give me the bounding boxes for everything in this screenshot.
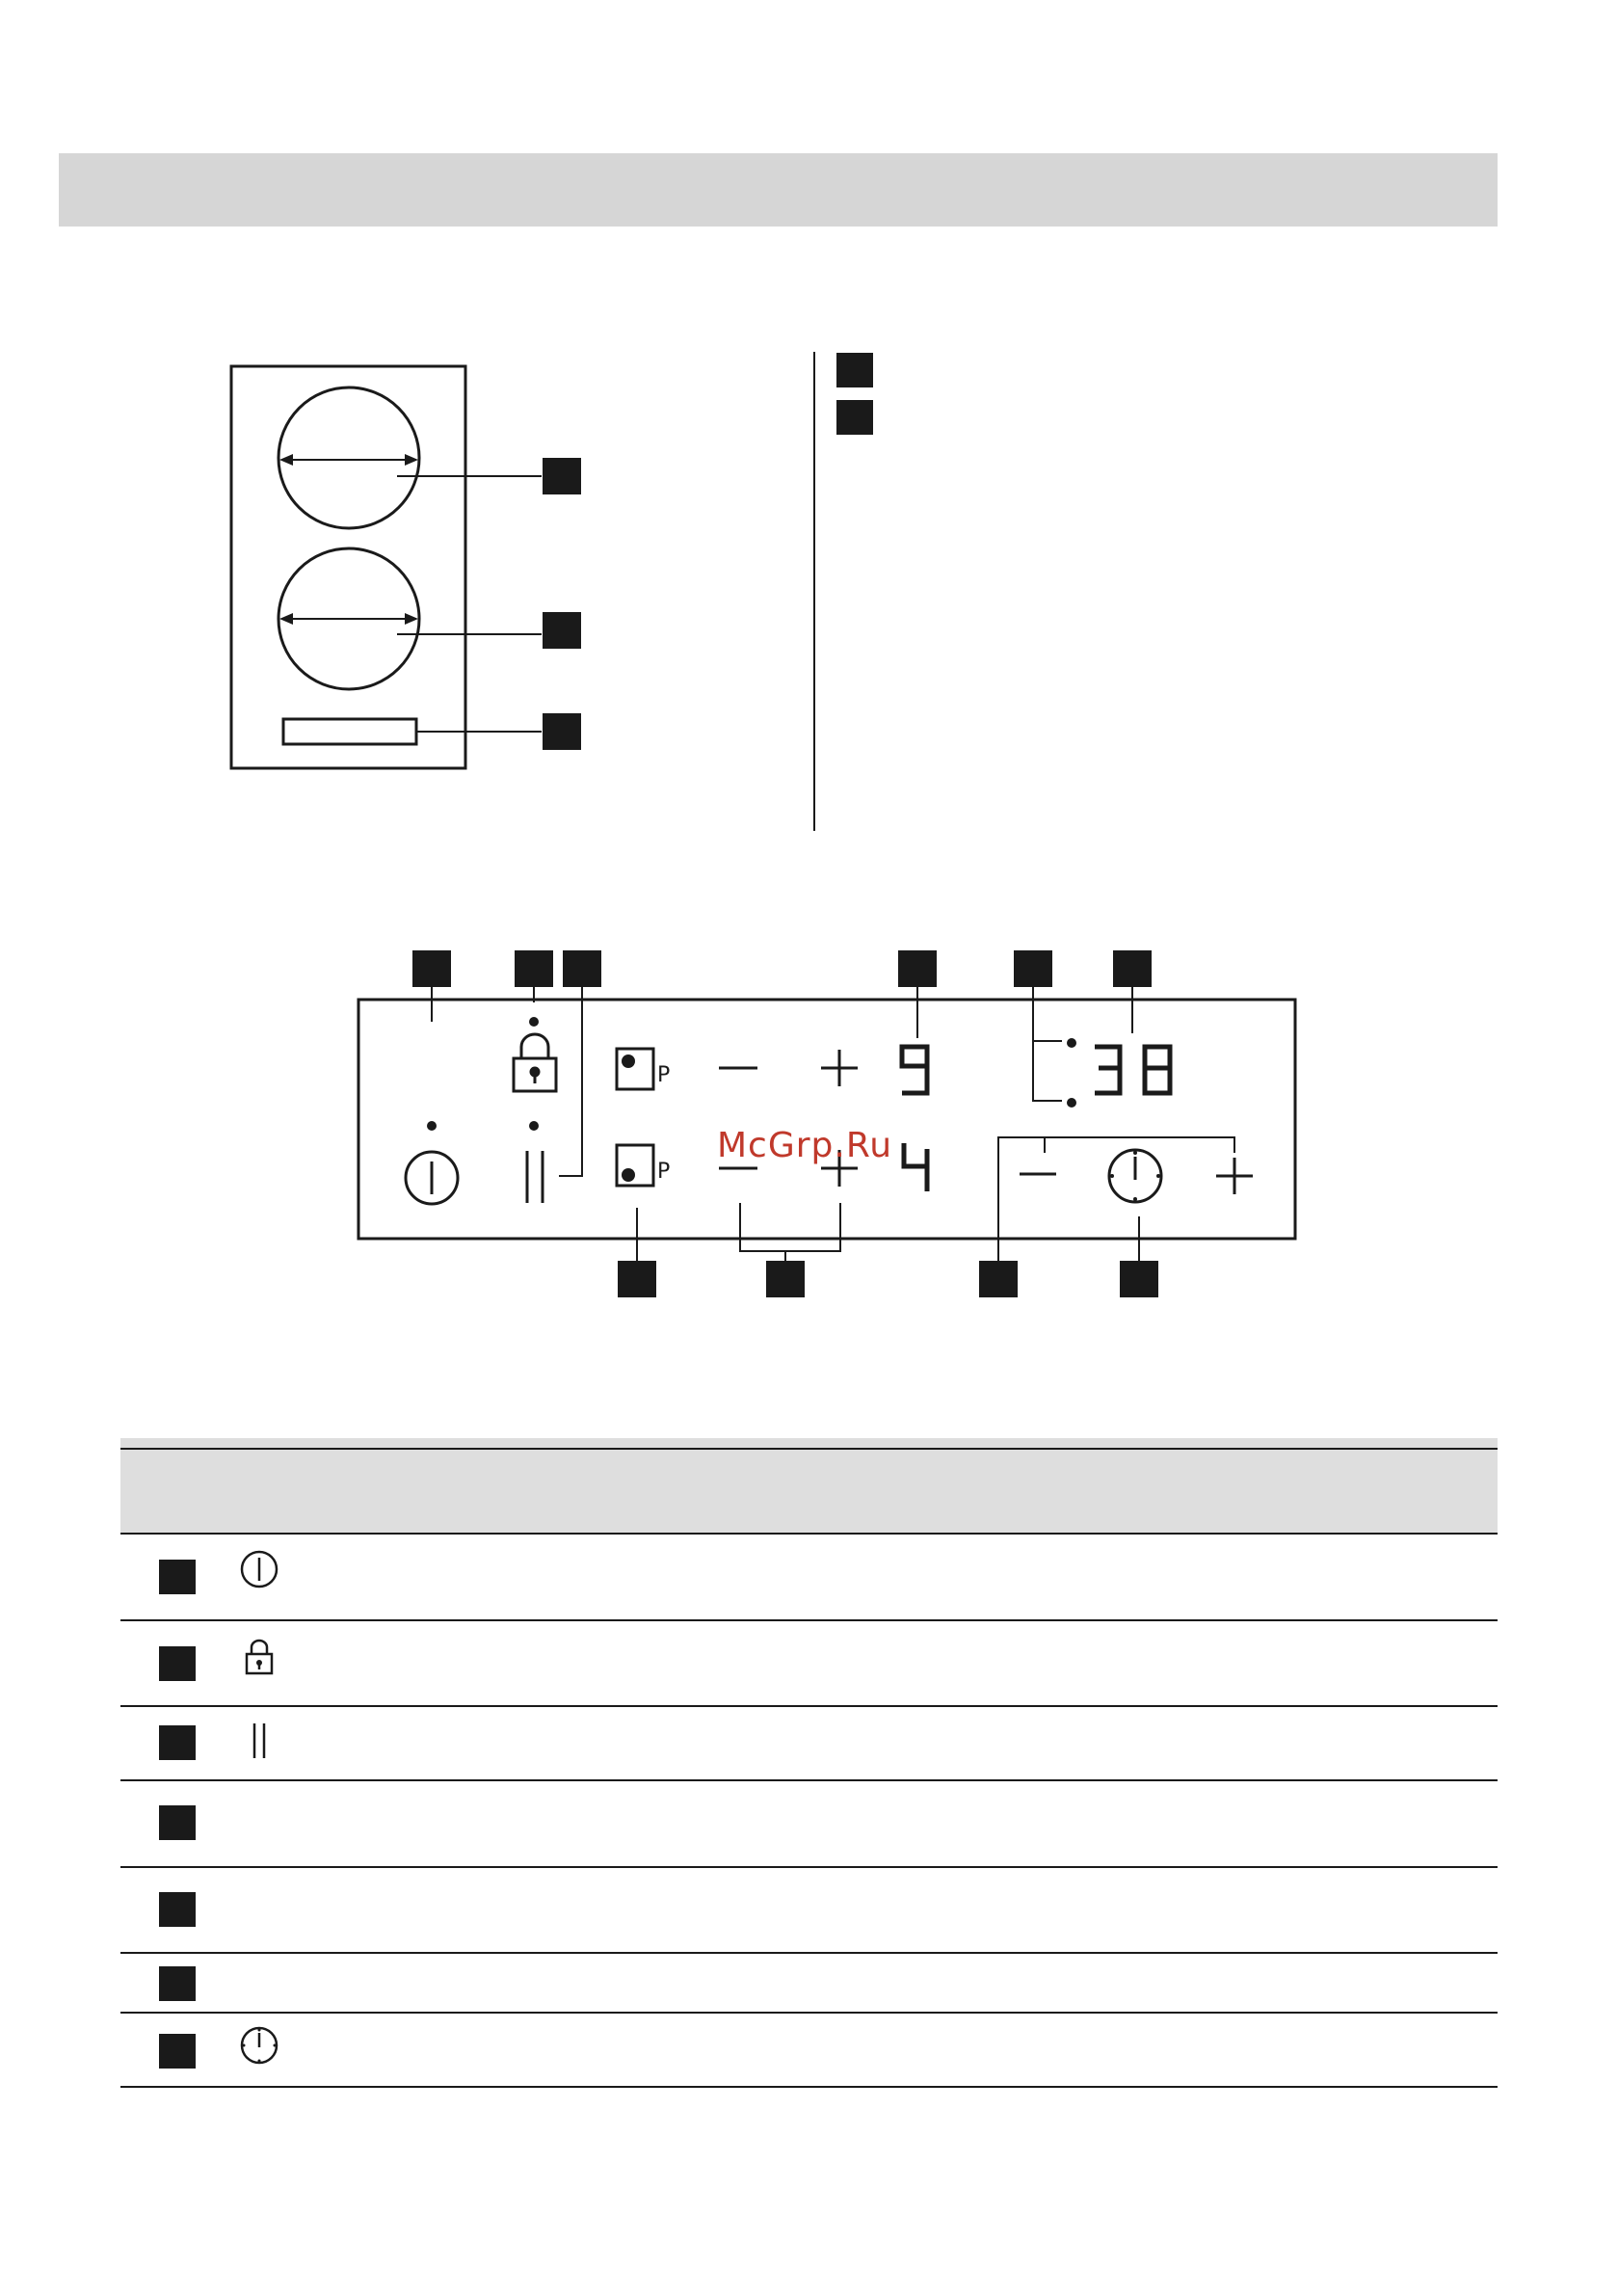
table-row-marker-1 bbox=[159, 1560, 196, 1594]
table-row-marker-6 bbox=[159, 1966, 196, 2001]
p-label-lower: P bbox=[657, 1160, 671, 1184]
panel-leaders bbox=[432, 987, 1234, 1261]
p-label-upper: P bbox=[657, 1063, 671, 1087]
timer-display-38 bbox=[1095, 1047, 1170, 1093]
marker-timer-plus-minus bbox=[979, 1261, 1018, 1297]
marker-zone-2 bbox=[543, 612, 581, 649]
zone-select-icon-upper bbox=[617, 1049, 653, 1089]
row-divider bbox=[120, 1533, 1498, 1535]
panel-top-markers bbox=[412, 950, 1152, 987]
marker-lock bbox=[515, 950, 553, 987]
legend-marker-1 bbox=[836, 353, 873, 387]
row-divider bbox=[120, 1952, 1498, 1954]
table-row-marker-2 bbox=[159, 1646, 196, 1681]
table-bottom-line bbox=[120, 2086, 1498, 2088]
table-timer-icon bbox=[238, 2024, 280, 2067]
marker-zone-3 bbox=[543, 713, 581, 750]
table-lock-icon bbox=[238, 1635, 280, 1677]
marker-timer-sensor bbox=[1120, 1261, 1158, 1297]
timer-controls bbox=[1020, 1150, 1253, 1202]
watermark: McGrp.Ru bbox=[717, 1126, 893, 1165]
table-pause-icon bbox=[238, 1720, 280, 1762]
marker-zone-select bbox=[618, 1261, 656, 1297]
marker-timer-display bbox=[1113, 950, 1152, 987]
hob-layout-diagram bbox=[231, 366, 542, 768]
row-divider bbox=[120, 1619, 1498, 1621]
power-display-digit-9 bbox=[902, 1047, 927, 1093]
upper-cooking-zone bbox=[279, 387, 419, 528]
control-panel-diagram bbox=[358, 1000, 1295, 1239]
table-row-marker-5 bbox=[159, 1892, 196, 1927]
row-divider bbox=[120, 1866, 1498, 1868]
table-row-marker-4 bbox=[159, 1805, 196, 1840]
panel-bottom-markers bbox=[618, 1261, 1158, 1297]
row-divider bbox=[120, 1705, 1498, 1707]
on-off-icon bbox=[406, 1152, 458, 1204]
table-header bbox=[120, 1438, 1498, 1533]
row-divider bbox=[120, 1779, 1498, 1781]
marker-power-display bbox=[898, 950, 937, 987]
table-top-line bbox=[120, 1448, 1498, 1450]
pause-icon bbox=[527, 1151, 543, 1203]
table-on-off-icon bbox=[238, 1548, 280, 1590]
hob-zone-markers bbox=[543, 458, 581, 750]
marker-power-plus-minus bbox=[766, 1261, 805, 1297]
table-row-marker-7 bbox=[159, 2034, 196, 2069]
control-panel-outline bbox=[358, 1000, 1295, 1239]
lock-icon bbox=[514, 1034, 556, 1091]
power-controls bbox=[719, 1050, 858, 1187]
hob-control-panel-area bbox=[283, 719, 416, 744]
lower-display-digit-4 bbox=[904, 1143, 927, 1191]
marker-pause bbox=[563, 950, 601, 987]
marker-on-off bbox=[412, 950, 451, 987]
legend-marker-2 bbox=[836, 400, 873, 435]
marker-zone-1 bbox=[543, 458, 581, 494]
marker-timer-indicators bbox=[1014, 950, 1052, 987]
row-divider bbox=[120, 2012, 1498, 2014]
indicator-dots bbox=[427, 1017, 1076, 1131]
table-row-marker-3 bbox=[159, 1725, 196, 1760]
zone-select-icon-lower bbox=[617, 1145, 653, 1186]
hob-outline bbox=[231, 366, 465, 768]
